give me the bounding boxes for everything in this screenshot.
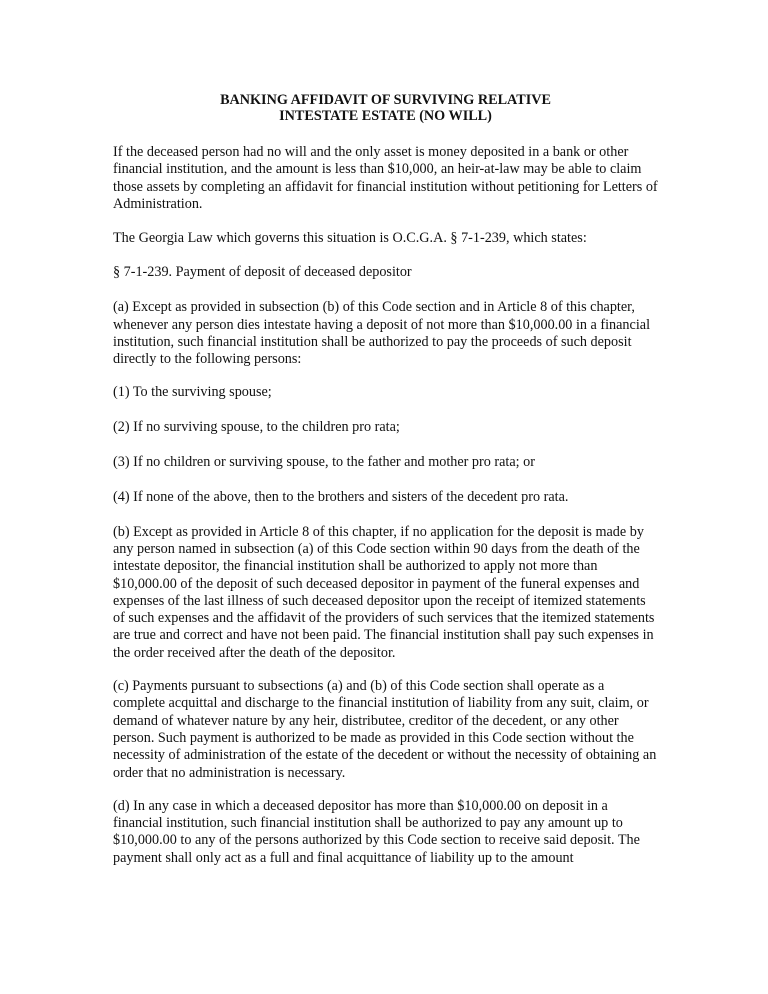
title-line-1: BANKING AFFIDAVIT OF SURVIVING RELATIVE xyxy=(220,92,551,108)
title-line-2: INTESTATE ESTATE (NO WILL) xyxy=(279,108,492,124)
subsection-d: (d) In any case in which a deceased depositor has more than $10,000.00 on deposit in a financial institution, such financial institution shall be authorized to pay any amount up to $10,000.00 to any of the persons authorized by this Code section to receive said deposit. The payment shall only act as a full and final acquittance of liability up to the amount xyxy=(113,797,640,866)
list-item-4: (4) If none of the above, then to the brothers and sisters of the decedent pro rata. xyxy=(113,488,569,505)
document-page xyxy=(113,92,658,883)
section-heading: § 7-1-239. Payment of deposit of deceased depositor xyxy=(113,264,412,281)
list-item-3: (3) If no children or surviving spouse, to the father and mother pro rata; or xyxy=(113,454,535,471)
document-title xyxy=(113,92,658,124)
subsection-b: (b) Except as provided in Article 8 of this chapter, if no application for the deposit is made by any person named in subsection (a) of this Code section within 90 days from the death of the intestate depositor, the financial institution shall be authorized to apply not more than $10,000.00 of the deposit of such deceased depositor in payment of the funeral expenses and expenses of the last illness of such deceased depositor upon the receipt of itemized statements of such expenses and the affidavit of the providers of such services that the itemized statements are true and correct and have not been paid. The financial institution shall pay such expenses in the order received after the death of the depositor. xyxy=(113,523,655,661)
list-item-2: (2) If no surviving spouse, to the children pro rata; xyxy=(113,419,400,436)
subsection-a: (a) Except as provided in subsection (b) of this Code section and in Article 8 of this chapter, whenever any person dies intestate having a deposit of not more than $10,000.00 in a financial institution, such financial institution shall be authorized to pay the proceeds of such deposit directly to the following persons: xyxy=(113,299,651,368)
list-item-1: (1) To the surviving spouse; xyxy=(113,384,272,401)
intro-paragraph: If the deceased person had no will and the only asset is money deposited in a bank or other financial institution, and the amount is less than $10,000, an heir-at-law may be able to claim those assets by completing an affidavit for financial institution without petitioning for Letters of Administration. xyxy=(113,144,658,212)
subsection-c: (c) Payments pursuant to subsections (a) and (b) of this Code section shall operate as a complete acquittal and discharge to the financial institution of liability from any suit, claim, or demand of whatever nature by any heir, distributee, creditor of the decedent, or any other person. Such payment is authorized to be made as provided in this Code section without the necessity of administration of the estate of the decedent or without the necessity of obtaining an order that no administration is necessary. xyxy=(113,678,657,781)
law-statement: The Georgia Law which governs this situation is O.C.G.A. § 7-1-239, which states: xyxy=(113,230,587,247)
